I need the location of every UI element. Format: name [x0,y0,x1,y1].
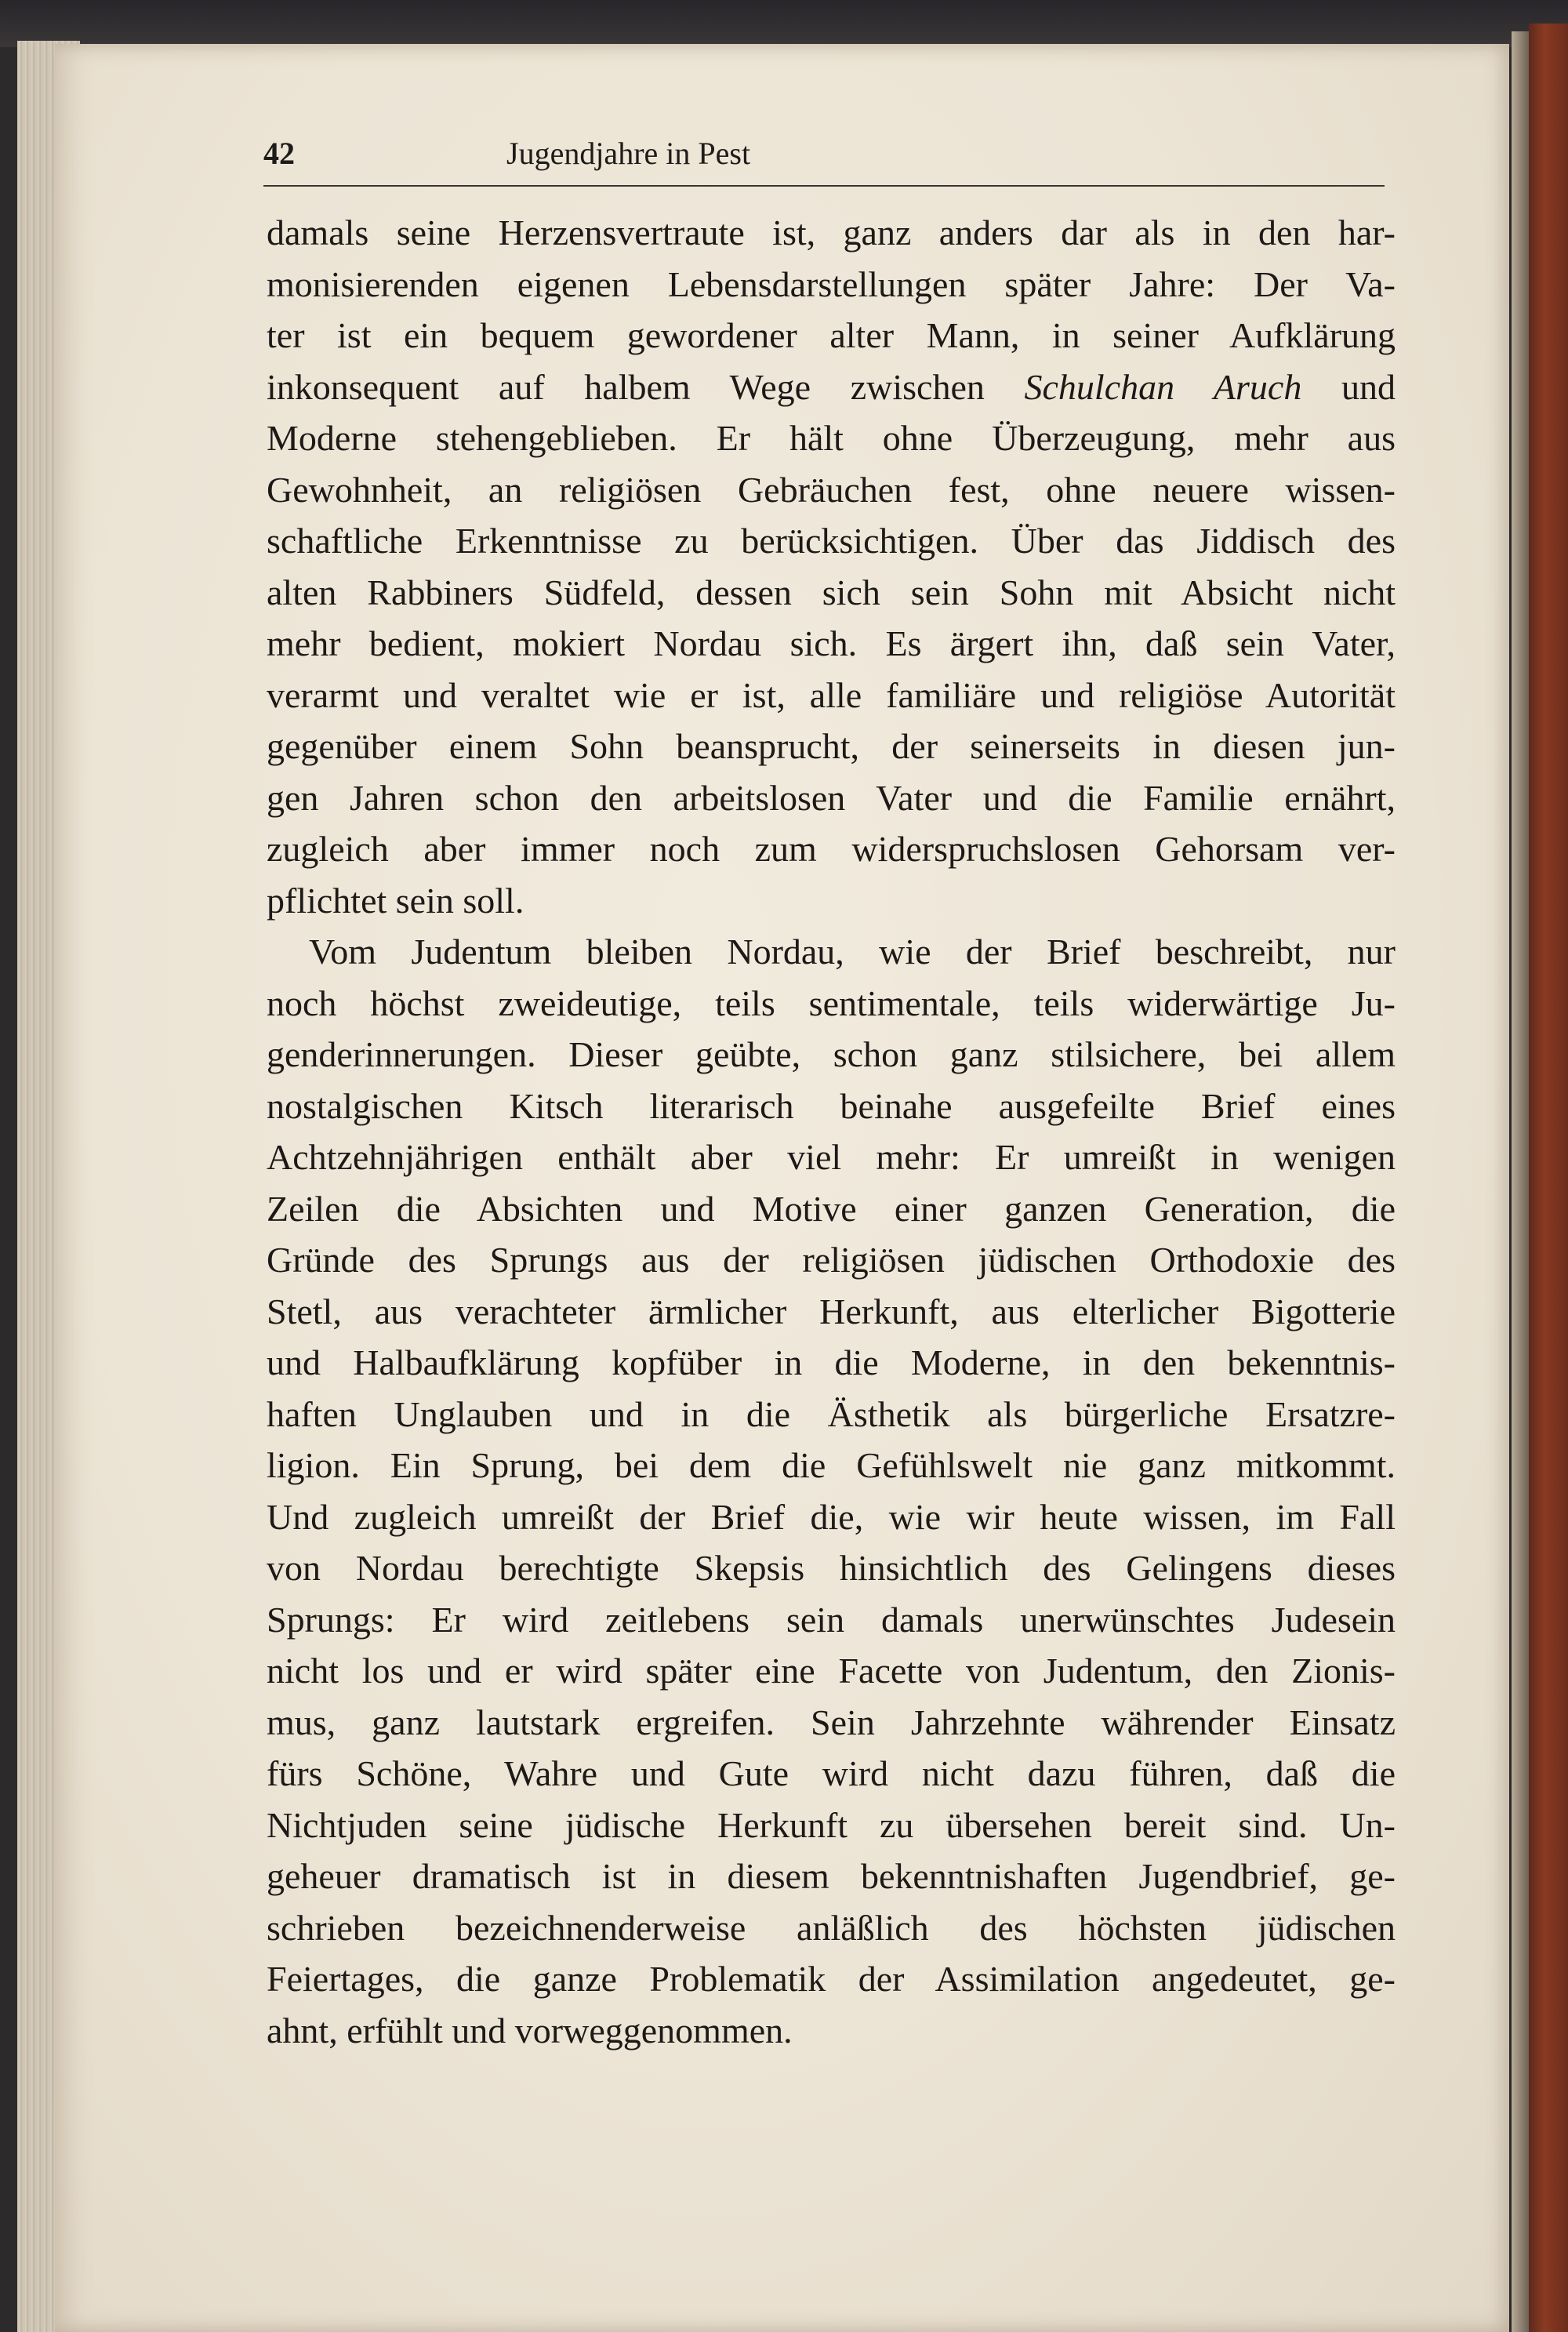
text-line: genderinnerungen. Dieser geübte, schon ganz stilsichere, bei allem [267,1034,1396,1074]
text-line: von Nordau berechtigte Skepsis hinsichtlich des Gelingens dieses [267,1548,1396,1588]
text-line: schaftliche Erkenntnisse zu berücksichtigen. Über das Jiddisch des [267,521,1396,561]
text-line: Achtzehnjährigen enthält aber viel mehr: Er umreißt in wenigen [267,1137,1396,1177]
body-text [267,207,1396,2056]
text-line: monisierenden eigenen Lebensdarstellungen später Jahre: Der Va- [267,263,1396,304]
text-line: Moderne stehengeblieben. Er hält ohne Überzeugung, mehr aus [267,418,1396,458]
scan-background-top [0,0,1568,47]
text-line: Nichtjuden seine jüdische Herkunft zu übersehen bereit sind. Un- [267,1804,1396,1845]
running-head [263,130,1385,187]
text-line: schrieben bezeichnenderweise anläßlich des höchsten jüdischen [267,1907,1396,1948]
text-line: geheuer dramatisch ist in diesem bekenntnishaften Jugendbrief, ge- [267,1856,1396,1896]
text-line: nicht los und er wird später eine Facette von Judentum, den Zionis- [267,1651,1396,1691]
adjacent-page-edge [1529,24,1568,2332]
text-line: ahnt, erfühlt und vorweggenommen. [267,2010,793,2050]
text-line-with-italic [267,361,1396,413]
text-line: verarmt und veraltet wie er ist, alle familiäre und religiöse Autorität [267,674,1396,715]
text-line: Stetl, aus verachteter ärmlicher Herkunft, aus elterlicher Bigotterie [267,1291,1396,1331]
text-line: Zeilen die Absichten und Motive einer ganzen Generation, die [267,1188,1396,1229]
text-line: fürs Schöne, Wahre und Gute wird nicht dazu führen, daß die [267,1753,1396,1793]
book-gutter [1512,31,1529,2332]
text-line: damals seine Herzensvertraute ist, ganz anders dar als in den har- [267,212,1396,252]
text-line: und Halbaufklärung kopfüber in die Moderne, in den bekenntnis- [267,1342,1396,1382]
text-line: ter ist ein bequem gewordener alter Mann, in seiner Aufklärung [267,315,1396,355]
running-head-title: Jugendjahre in Pest [506,136,751,171]
text-line: ligion. Ein Sprung, bei dem die Gefühlswelt nie ganz mitkommt. [267,1445,1396,1485]
text-line: Gründe des Sprungs aus der religiösen jüdischen Orthodoxie des [267,1240,1396,1280]
text-line: gen Jahren schon den arbeitslosen Vater und die Familie ernährt, [267,777,1396,818]
text-line: gegenüber einem Sohn beansprucht, der seinerseits in diesen jun- [267,726,1396,766]
text-line: nostalgischen Kitsch literarisch beinahe ausgefeilte Brief eines [267,1085,1396,1126]
text-line: Sprungs: Er wird zeitlebens sein damals unerwünschtes Judesein [267,1599,1396,1640]
text-line: Und zugleich umreißt der Brief die, wie wir heute wissen, im Fall [267,1496,1396,1537]
text-line: noch höchst zweideutige, teils sentimentale, teils widerwärtige Ju- [267,983,1396,1023]
text-line: mehr bedient, mokiert Nordau sich. Es ärgert ihn, daß sein Vater, [267,623,1396,663]
text-line: alten Rabbiners Südfeld, dessen sich sein Sohn mit Absicht nicht [267,572,1396,612]
italic-title-schulchan-aruch: Schulchan Aruch [1024,366,1302,407]
paragraph-2 [267,926,1396,2056]
text-line: Vom Judentum bleiben Nordau, wie der Brief beschreibt, nur [309,932,1396,972]
page-number: 42 [263,136,295,171]
text-line: pflichtet sein soll. [267,880,524,921]
paragraph-1 [267,207,1396,926]
text-line: mus, ganz lautstark ergreifen. Sein Jahrzehnte währender Einsatz [267,1702,1396,1742]
text-run: inkonsequent auf halbem Wege zwischen [267,366,1025,407]
text-line: zugleich aber immer noch zum widerspruchslosen Gehorsam ver- [267,829,1396,869]
text-line: Gewohnheit, an religiösen Gebräuchen fest, ohne neuere wissen- [267,469,1396,510]
text-line: haften Unglauben und in die Ästhetik als bürgerliche Ersatzre- [267,1393,1396,1434]
text-run: und [1301,366,1396,407]
text-line: Feiertages, die ganze Problematik der Assimilation angedeutet, ge- [267,1959,1396,1999]
